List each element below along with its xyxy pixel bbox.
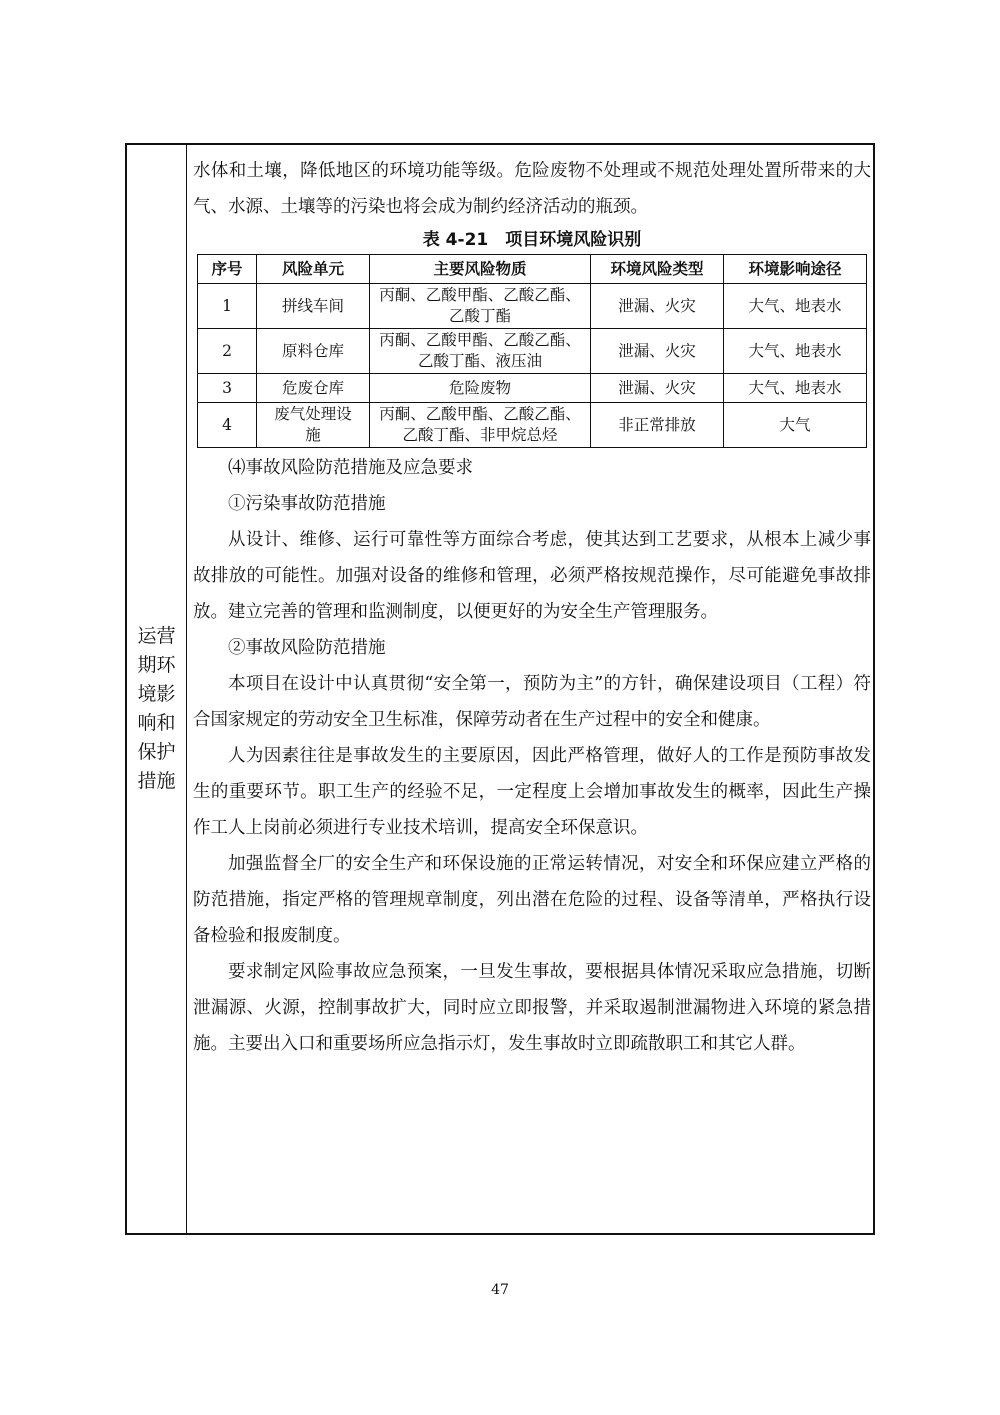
table-cell: 丙酮、乙酸甲酯、乙酸乙酯、乙酸丁酯、非甲烷总烃 <box>370 403 591 448</box>
table-cell: 4 <box>198 403 257 448</box>
section-heading: ⑷事故风险防范措施及应急要求 <box>228 458 473 478</box>
table-cell: 原料仓库 <box>257 329 370 374</box>
table-cell: 大气、地表水 <box>724 374 867 403</box>
table-cell: 丙酮、乙酸甲酯、乙酸乙酯、乙酸丁酯 <box>370 284 591 329</box>
table-cell: 大气、地表水 <box>724 329 867 374</box>
table-cell: 危险废物 <box>370 374 591 403</box>
side-column <box>127 145 187 1233</box>
table-cell: 非正常排放 <box>591 403 724 448</box>
subsection-heading: ①污染事故防范措施 <box>228 494 386 514</box>
table-row <box>198 284 867 329</box>
table-row <box>198 403 867 448</box>
table-cell: 大气、地表水 <box>724 284 867 329</box>
paragraph: 加强监督全厂的安全生产和环保设施的正常运转情况，对安全和环保应建立严格的防范措施，指定严格的管理规章制度，列出潜在危险的过程、设备等清单，严格执行设备检验和报废制度。 <box>193 854 871 946</box>
page-number: 47 <box>491 1282 509 1298</box>
table-cell: 1 <box>198 284 257 329</box>
table-cell: 拼线车间 <box>257 284 370 329</box>
paragraph: 本项目在设计中认真贯彻“安全第一，预防为主”的方针，确保建设项目（工程）符合国家规定的劳动安全卫生标准，保障劳动者在生产过程中的安全和健康。 <box>193 674 871 730</box>
risk-table <box>197 254 867 448</box>
paragraph: 要求制定风险事故应急预案，一旦发生事故，要根据具体情况采取应急措施，切断泄漏源、火源，控制事故扩大，同时应立即报警，并采取遏制泄漏物进入环境的紧急措施。主要出入口和重要场所应急指示灯，发生事故时立即疏散职工和其它人群。 <box>193 962 871 1054</box>
paragraph: 水体和土壤，降低地区的环境功能等级。危险废物不处理或不规范处理处置所带来的大气、水源、土壤等的污染也将会成为制约经济活动的瓶颈。 <box>193 161 871 217</box>
table-row <box>198 374 867 403</box>
table-cell: 大气 <box>724 403 867 448</box>
header-cell: 序号 <box>198 255 257 284</box>
table-cell: 危废仓库 <box>257 374 370 403</box>
table-title: 表 4-21 项目环境风险识别 <box>422 230 642 250</box>
header-cell: 环境风险类型 <box>591 255 724 284</box>
paragraph: 人为因素往往是事故发生的主要原因，因此严格管理，做好人的工作是预防事故发生的重要环节。职工生产的经验不足，一定程度上会增加事故发生的概率，因此生产操作工人上岗前必须进行专业技术培训，提高安全环保意识。 <box>193 746 871 838</box>
table-cell: 2 <box>198 329 257 374</box>
side-label: 运营期环境影响和保护措施 <box>137 625 176 792</box>
content-frame <box>125 143 875 1235</box>
main-content <box>193 153 871 1062</box>
table-row <box>198 329 867 374</box>
table-cell: 泄漏、火灾 <box>591 329 724 374</box>
table-cell: 3 <box>198 374 257 403</box>
table-header-row <box>198 255 867 284</box>
header-cell: 环境影响途径 <box>724 255 867 284</box>
table-cell: 丙酮、乙酸甲酯、乙酸乙酯、乙酸丁酯、液压油 <box>370 329 591 374</box>
body-text <box>193 450 871 1062</box>
table-cell: 废气处理设施 <box>257 403 370 448</box>
paragraph: 从设计、维修、运行可靠性等方面综合考虑，使其达到工艺要求，从根本上减少事故排放的可能性。加强对设备的维修和管理，必须严格按规范操作，尽可能避免事故排放。建立完善的管理和监测制度，以便更好的为安全生产管理服务。 <box>193 530 871 622</box>
table-cell: 泄漏、火灾 <box>591 374 724 403</box>
subsection-heading: ②事故风险防范措施 <box>228 638 386 658</box>
table-cell: 泄漏、火灾 <box>591 284 724 329</box>
header-cell: 风险单元 <box>257 255 370 284</box>
header-cell: 主要风险物质 <box>370 255 591 284</box>
